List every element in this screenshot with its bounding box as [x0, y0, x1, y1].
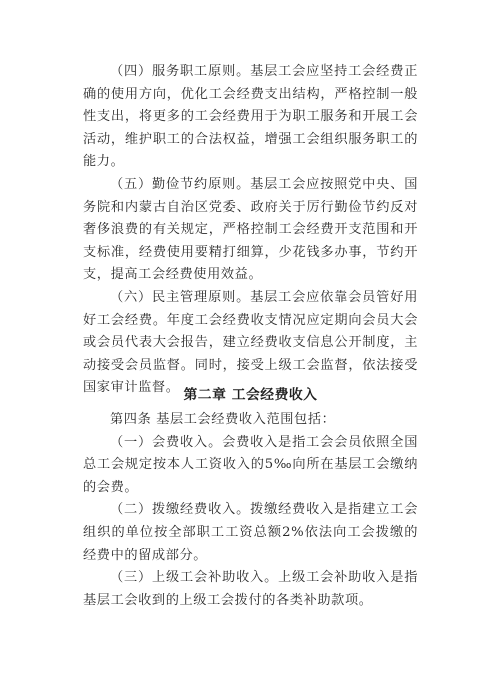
paragraph-membership-fee-income: （一）会费收入。会费收入是指工会会员依照全国总工会规定按本人工资收入的5‰向所在基层工会缴纳的会费。 [83, 434, 418, 495]
paragraph-democratic-management-principle: （六）民主管理原则。基层工会应依靠会员管好用好工会经费。年度工会经费收支情况应定期向会员大会或会员代表大会报告，建立经费收支信息公开制度，主动接受会员监督。同时，接受上级工会监督，依法接受国家审计监督。 [83, 289, 418, 396]
paragraph-service-principle: （四）服务职工原则。基层工会应坚持工会经费正确的使用方向，优化工会经费支出结构，严格控制一般性支出，将更多的工会经费用于为职工服务和开展工会活动，维护职工的合法权益，增强工会组织服务职工的能力。 [83, 64, 418, 170]
paragraph-frugality-principle: （五）勤俭节约原则。基层工会应按照党中央、国务院和内蒙古自治区党委、政府关于厉行勤俭节约反对奢侈浪费的有关规定，严格控制工会经费开支范围和开支标准，经费使用要精打细算，少花钱多办事，节约开支，提高工会经费使用效益。 [83, 176, 418, 283]
chapter-heading: 第二章 工会经费收入 [183, 387, 318, 403]
paragraph-allocated-funds-income: （二）拨缴经费收入。拨缴经费收入是指建立工会组织的单位按全部职工工资总额2%依法向工会拨缴的经费中的留成部分。 [83, 502, 418, 563]
paragraph-superior-subsidy-income: （三）上级工会补助收入。上级工会补助收入是指基层工会收到的上级工会拨付的各类补助款项。 [83, 570, 418, 608]
top-paragraph-group [83, 61, 418, 400]
bottom-paragraph-group [83, 409, 418, 612]
article-four-intro: 第四条 基层工会经费收入范围包括： [110, 412, 336, 427]
